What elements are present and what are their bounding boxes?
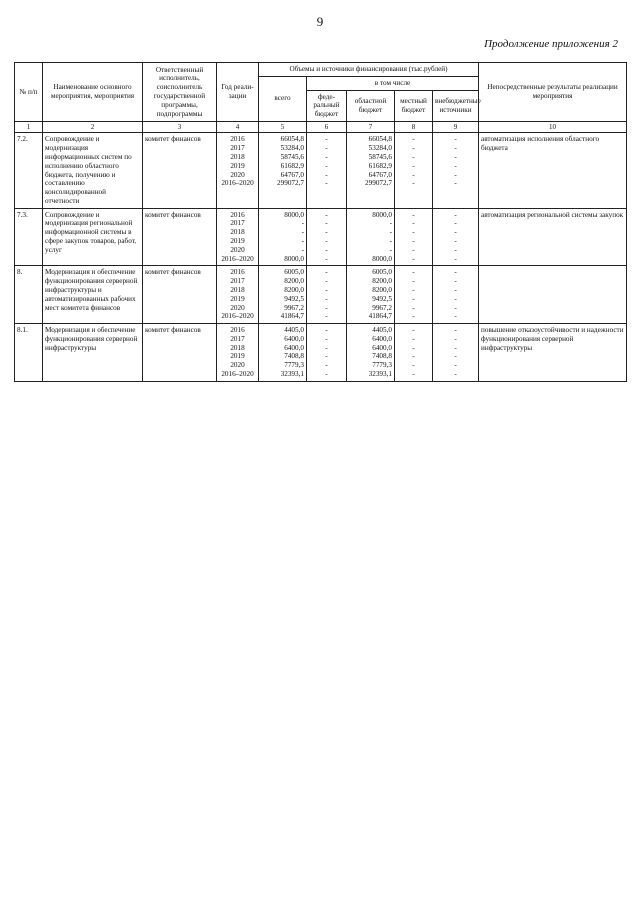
page-number: 9 (316, 14, 324, 29)
row-federal: - - - - - - (307, 133, 347, 208)
table-row (15, 324, 627, 382)
column-number: 2 (43, 121, 143, 133)
table-row (15, 266, 627, 324)
row-local: - - - - - - (395, 266, 433, 324)
row-executor: комитет финансов (143, 266, 217, 324)
header-funding: Объемы и источники финансирования (тыс.рублей) (259, 63, 479, 77)
header-including: в том числе (307, 76, 479, 90)
column-number: 10 (479, 121, 627, 133)
row-name: Модернизация и обеспечение функционирования серверной инфраструктуры (43, 324, 143, 382)
row-years: 2016 2017 2018 2019 2020 2016–2020 (217, 133, 259, 208)
column-number: 5 (259, 121, 307, 133)
row-federal: - - - - - - (307, 324, 347, 382)
row-code: 7.2. (15, 133, 43, 208)
header-local: местный бюджет (395, 90, 433, 121)
row-result: автоматизация региональной системы закупок (479, 208, 627, 266)
row-name: Модернизация и обеспечение функционирования серверной инфраструктуры и автоматизированных рабочих мест комитета финансов (43, 266, 143, 324)
header-total: всего (259, 76, 307, 121)
row-extra: - - - - - - (433, 133, 479, 208)
row-local: - - - - - - (395, 133, 433, 208)
row-years: 2016 2017 2018 2019 2020 2016–2020 (217, 266, 259, 324)
header-federal: феде-ральный бюджет (307, 90, 347, 121)
table-header (15, 63, 627, 133)
row-total: 66054,8 53284,0 58745,6 61682,9 64767,0 299072,7 (259, 133, 307, 208)
header-regional: областной бюджет (347, 90, 395, 121)
column-number: 7 (347, 121, 395, 133)
row-total: 8000,0 - - - - 8000,0 (259, 208, 307, 266)
column-number: 6 (307, 121, 347, 133)
row-regional: 8000,0 - - - - 8000,0 (347, 208, 395, 266)
row-executor: комитет финансов (143, 133, 217, 208)
row-local: - - - - - - (395, 208, 433, 266)
header-year: Год реали-зации (217, 63, 259, 122)
column-number: 3 (143, 121, 217, 133)
row-local: - - - - - - (395, 324, 433, 382)
row-name: Сопровождение и модернизация информационных систем по исполнению областного бюджета, получению и составлению консолидированной отчетности (43, 133, 143, 208)
header-number: № п/п (15, 63, 43, 122)
row-total: 6005,0 8200,0 8200,0 9492,5 9967,2 41864,7 (259, 266, 307, 324)
column-number: 1 (15, 121, 43, 133)
row-extra: - - - - - - (433, 324, 479, 382)
row-executor: комитет финансов (143, 324, 217, 382)
column-numbers-row (15, 121, 627, 133)
row-total: 4405,0 6400,0 6400,0 7408,8 7779,3 32393,1 (259, 324, 307, 382)
row-years: 2016 2017 2018 2019 2020 2016–2020 (217, 208, 259, 266)
row-code: 8. (15, 266, 43, 324)
row-name: Сопровождение и модернизация региональной информационной системы в сфере закупок товаров, работ, услуг (43, 208, 143, 266)
row-code: 8.1. (15, 324, 43, 382)
program-table (14, 62, 627, 382)
row-federal: - - - - - - (307, 266, 347, 324)
continuation-label: Продолжение приложения 2 (484, 38, 618, 50)
table-row (15, 133, 627, 208)
row-executor: комитет финансов (143, 208, 217, 266)
row-regional: 66054,8 53284,0 58745,6 61682,9 64767,0 299072,7 (347, 133, 395, 208)
row-result (479, 266, 627, 324)
row-regional: 4405,0 6400,0 6400,0 7408,8 7779,3 32393,1 (347, 324, 395, 382)
row-result: повышение отказоустойчивости и надежности функционирования серверной инфраструктуры (479, 324, 627, 382)
column-number: 4 (217, 121, 259, 133)
row-code: 7.3. (15, 208, 43, 266)
row-extra: - - - - - - (433, 266, 479, 324)
column-number: 9 (433, 121, 479, 133)
row-regional: 6005,0 8200,0 8200,0 9492,5 9967,2 41864,7 (347, 266, 395, 324)
header-extra: внебюджетные источники (433, 90, 479, 121)
row-result: автоматизация исполнения областного бюджета (479, 133, 627, 208)
column-number: 8 (395, 121, 433, 133)
row-extra: - - - - - - (433, 208, 479, 266)
header-results: Непосредственные результаты реализации мероприятия (479, 63, 627, 122)
row-federal: - - - - - - (307, 208, 347, 266)
header-executor: Ответственный исполнитель, соисполнитель государственной программы, подпрограммы (143, 63, 217, 122)
row-years: 2016 2017 2018 2019 2020 2016–2020 (217, 324, 259, 382)
header-name: Наименование основного мероприятия, мероприятия (43, 63, 143, 122)
table-row (15, 208, 627, 266)
